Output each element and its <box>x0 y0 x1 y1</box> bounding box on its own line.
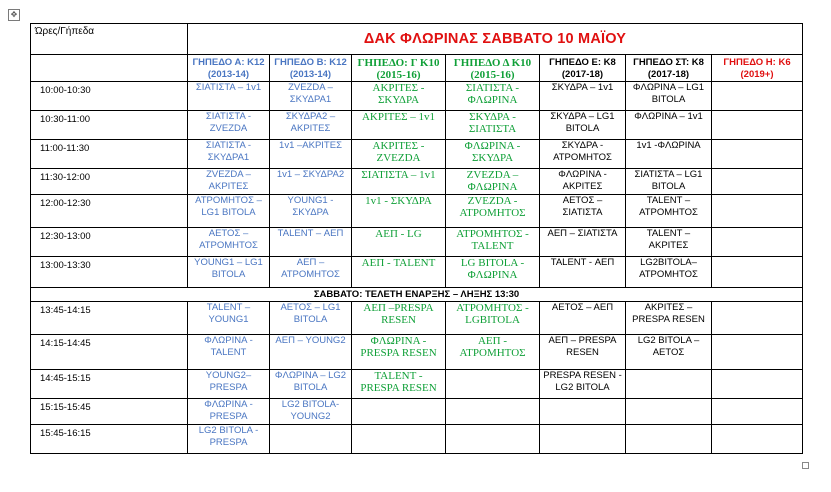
match-cell: ΦΛΩΡΙΝΑ – LG1 BITOLA <box>626 82 712 111</box>
time-slot-row <box>31 169 803 195</box>
time-slot-label: 10:30-11:00 <box>31 111 188 140</box>
page-title: ΔΑΚ ΦΛΩΡΙΝΑΣ ΣΑΒΒΑΤΟ 10 ΜΑΪΟΥ <box>188 24 803 55</box>
match-cell: ΣΚΥΔΡΑ2 – ΑΚΡΙΤΕΣ <box>270 111 352 140</box>
match-cell: ΑΤΡΟΜΗΤΟΣ – LG1 BITOLA <box>188 195 270 228</box>
match-cell: LG BITOLA - ΦΛΩΡΙΝΑ <box>446 257 540 288</box>
field-header-st: ΓΗΠΕΔΟ ΣΤ: Κ8 (2017-18) <box>626 55 712 82</box>
time-slot-row <box>31 257 803 288</box>
match-cell <box>712 399 803 425</box>
field-header-b: ΓΗΠΕΔΟ Β: Κ12 (2013-14) <box>270 55 352 82</box>
match-cell <box>540 425 626 454</box>
field-header-e: ΓΗΠΕΔΟ Ε: Κ8 (2017-18) <box>540 55 626 82</box>
match-cell: PRESPA RESEN - LG2 BITOLA <box>540 370 626 399</box>
table-move-handle-icon[interactable]: ✥ <box>8 9 20 21</box>
match-cell: ΦΛΩΡΙΝΑ - PRESPA RESEN <box>352 335 446 370</box>
match-cell <box>626 399 712 425</box>
match-cell <box>712 169 803 195</box>
match-cell: ΣΙΑΤΙΣΤΑ – LG1 BITOLA <box>626 169 712 195</box>
match-cell: ΑΕΠ – PRESPA RESEN <box>540 335 626 370</box>
match-cell: ΑΕΠ - LG <box>352 228 446 257</box>
match-cell <box>446 425 540 454</box>
match-cell: TALENT – ΑΕΠ <box>270 228 352 257</box>
match-cell: ΣΙΑΤΙΣΤΑ - ZVEZDA <box>188 111 270 140</box>
match-cell: ΦΛΩΡΙΝΑ - PRESPA <box>188 399 270 425</box>
match-cell: ΣΙΑΤΙΣΤΑ - ΦΛΩΡΙΝΑ <box>446 82 540 111</box>
time-slot-label: 10:00-10:30 <box>31 82 188 111</box>
match-cell <box>712 82 803 111</box>
match-cell: ΦΛΩΡΙΝΑ – LG2 BITOLA <box>270 370 352 399</box>
match-cell: ZVEZDA – ΣΚΥΔΡΑ1 <box>270 82 352 111</box>
match-cell <box>446 399 540 425</box>
match-cell: LG2BITOLA– ΑΤΡΟΜΗΤΟΣ <box>626 257 712 288</box>
match-cell <box>540 399 626 425</box>
match-cell <box>712 335 803 370</box>
match-cell: ΣΙΑΤΙΣΤΑ - ΣΚΥΔΡΑ1 <box>188 140 270 169</box>
match-cell: ΑΕΠ - ΑΤΡΟΜΗΤΟΣ <box>446 335 540 370</box>
match-cell: ΑΚΡΙΤΕΣ - ZVEZDA <box>352 140 446 169</box>
time-slot-label: 11:00-11:30 <box>31 140 188 169</box>
match-cell: ΑΤΡΟΜΗΤΟΣ - LGBITOLA <box>446 302 540 335</box>
match-cell: TALENT - PRESPA RESEN <box>352 370 446 399</box>
time-slot-row <box>31 335 803 370</box>
time-slot-row <box>31 228 803 257</box>
afternoon-rows <box>31 302 803 454</box>
match-cell: ΑΕΠ – ΣΙΑΤΙΣΤΑ <box>540 228 626 257</box>
match-cell: ΦΛΩΡΙΝΑ - TALENT <box>188 335 270 370</box>
time-slot-label: 12:00-12:30 <box>31 195 188 228</box>
match-cell <box>352 399 446 425</box>
time-slot-label: 14:15-14:45 <box>31 335 188 370</box>
ceremony-separator-row <box>31 288 803 302</box>
time-slot-label: 11:30-12:00 <box>31 169 188 195</box>
time-slot-row <box>31 195 803 228</box>
match-cell: LG2 BITOLA – ΑΕΤΟΣ <box>626 335 712 370</box>
match-cell: ΣΚΥΔΡΑ – 1v1 <box>540 82 626 111</box>
match-cell <box>446 370 540 399</box>
match-cell: ZVEZDA - ΑΤΡΟΜΗΤΟΣ <box>446 195 540 228</box>
match-cell <box>626 425 712 454</box>
match-cell <box>712 425 803 454</box>
match-cell: 1v1 -ΦΛΩΡΙΝΑ <box>626 140 712 169</box>
match-cell: ΑΕΤΟΣ – ΑΤΡΟΜΗΤΟΣ <box>188 228 270 257</box>
morning-rows <box>31 82 803 288</box>
match-cell <box>352 425 446 454</box>
field-header-row <box>31 55 803 82</box>
time-slot-label: 14:45-15:15 <box>31 370 188 399</box>
match-cell: 1v1 – ΣΚΥΔΡΑ2 <box>270 169 352 195</box>
match-cell: ΦΛΩΡΙΝΑ - ΑΚΡΙΤΕΣ <box>540 169 626 195</box>
field-header-h: ΓΗΠΕΔΟ Η: Κ6 (2019+) <box>712 55 803 82</box>
match-cell: ΑΕΤΟΣ – LG1 BITOLA <box>270 302 352 335</box>
match-cell: ΑΕΠ – ΑΤΡΟΜΗΤΟΣ <box>270 257 352 288</box>
time-slot-label: 15:45-16:15 <box>31 425 188 454</box>
match-cell: 1v1 - ΣΚΥΔΡΑ <box>352 195 446 228</box>
field-header-c: ΓΗΠΕΔΟ: Γ Κ10 (2015-16) <box>352 55 446 82</box>
match-cell <box>712 370 803 399</box>
match-cell: ΑΚΡΙΤΕΣ - ΣΚΥΔΡΑ <box>352 82 446 111</box>
match-cell: ΣΚΥΔΡΑ – LG1 BITOLA <box>540 111 626 140</box>
match-cell <box>712 257 803 288</box>
ceremony-separator: ΣΑΒΒΑΤΟ: ΤΕΛΕΤΗ ΕΝΑΡΞΗΣ – ΛΗΞΗΣ 13:30 <box>31 288 803 302</box>
match-cell: ΑΚΡΙΤΕΣ – 1v1 <box>352 111 446 140</box>
match-cell: TALENT – ΑΚΡΙΤΕΣ <box>626 228 712 257</box>
match-cell: ΑΕΠ –PRESPA RESEN <box>352 302 446 335</box>
time-slot-row <box>31 399 803 425</box>
match-cell: LG2 BITOLA- YOUNG2 <box>270 399 352 425</box>
match-cell: ΑΕΤΟΣ – ΣΙΑΤΙΣΤΑ <box>540 195 626 228</box>
match-cell: ΑΤΡΟΜΗΤΟΣ - TALENT <box>446 228 540 257</box>
match-cell: ΦΛΩΡΙΝΑ - ΣΚΥΔΡΑ <box>446 140 540 169</box>
match-cell: LG2 BITOLA - PRESPA <box>188 425 270 454</box>
match-cell <box>712 140 803 169</box>
time-slot-row <box>31 425 803 454</box>
time-slot-label: 13:45-14:15 <box>31 302 188 335</box>
time-slot-row <box>31 111 803 140</box>
match-cell: ZVEZDA – ΑΚΡΙΤΕΣ <box>188 169 270 195</box>
match-cell: YOUNG1 – LG1 BITOLA <box>188 257 270 288</box>
match-cell <box>712 228 803 257</box>
time-slot-label: 15:15-15:45 <box>31 399 188 425</box>
match-cell: TALENT - ΑΕΠ <box>540 257 626 288</box>
field-header-d: ΓΗΠΕΔΟ Δ Κ10 (2015-16) <box>446 55 540 82</box>
match-cell <box>626 370 712 399</box>
match-cell: ΑΕΠ - TALENT <box>352 257 446 288</box>
match-cell: ΣΙΑΤΙΣΤΑ – 1v1 <box>188 82 270 111</box>
match-cell: ΦΛΩΡΙΝΑ – 1v1 <box>626 111 712 140</box>
match-cell: ΑΕΠ – YOUNG2 <box>270 335 352 370</box>
match-cell: ΣΙΑΤΙΣΤΑ – 1v1 <box>352 169 446 195</box>
time-slot-label: 13:00-13:30 <box>31 257 188 288</box>
match-cell: TALENT – YOUNG1 <box>188 302 270 335</box>
title-row <box>31 24 803 55</box>
time-slot-row <box>31 302 803 335</box>
match-cell <box>712 195 803 228</box>
match-cell: YOUNG1 - ΣΚΥΔΡΑ <box>270 195 352 228</box>
time-slot-row <box>31 370 803 399</box>
match-cell: ΑΚΡΙΤΕΣ – PRESPA RESEN <box>626 302 712 335</box>
time-slot-label: 12:30-13:00 <box>31 228 188 257</box>
match-cell <box>712 302 803 335</box>
match-cell: ΣΚΥΔΡΑ - ΣΙΑΤΙΣΤΑ <box>446 111 540 140</box>
time-slot-row <box>31 140 803 169</box>
match-cell: ZVEZDA – ΦΛΩΡΙΝΑ <box>446 169 540 195</box>
match-cell: TALENT – ΑΤΡΟΜΗΤΟΣ <box>626 195 712 228</box>
match-cell: ΣΚΥΔΡΑ - ΑΤΡΟΜΗΤΟΣ <box>540 140 626 169</box>
time-slot-row <box>31 82 803 111</box>
match-cell: YOUNG2– PRESPA <box>188 370 270 399</box>
table-resize-handle[interactable] <box>802 462 809 469</box>
match-cell <box>712 111 803 140</box>
schedule-table <box>30 23 803 454</box>
field-header-a: ΓΗΠΕΔΟ Α: Κ12 (2013-14) <box>188 55 270 82</box>
match-cell <box>270 425 352 454</box>
match-cell: 1v1 –ΑΚΡΙΤΕΣ <box>270 140 352 169</box>
corner-label: Ώρες/Γήπεδα <box>31 24 188 55</box>
match-cell: ΑΕΤΟΣ – ΑΕΠ <box>540 302 626 335</box>
empty-header-cell <box>31 55 188 82</box>
